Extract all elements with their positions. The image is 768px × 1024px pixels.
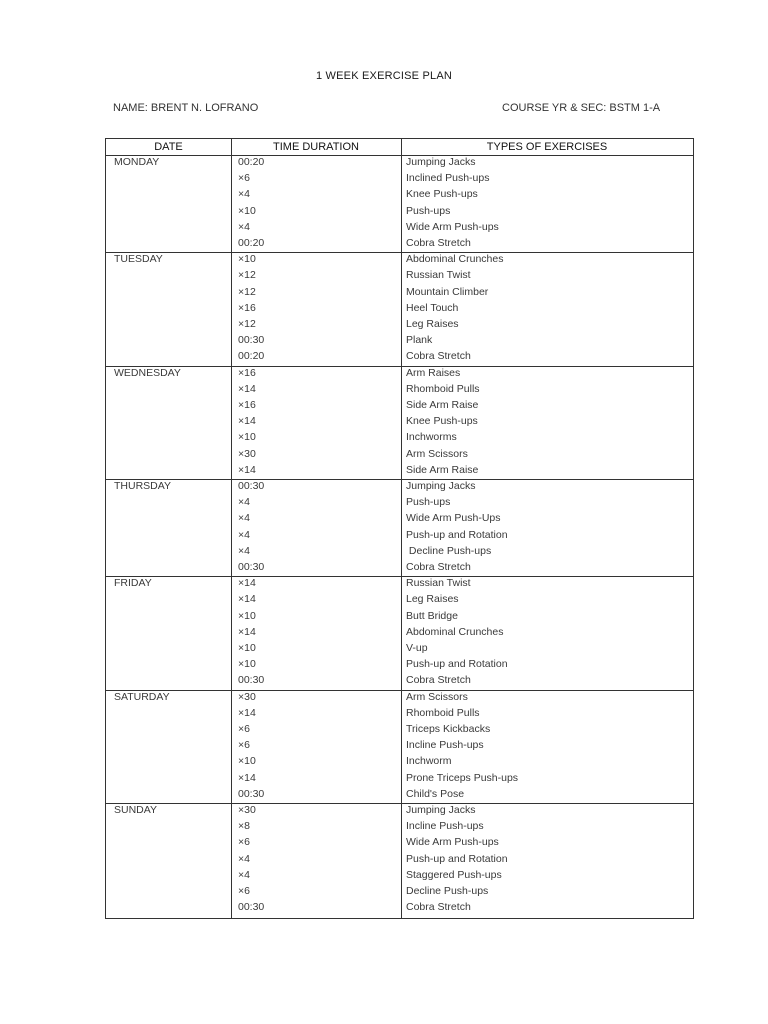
duration-cell: ×12	[238, 269, 256, 282]
duration-cell: ×10	[238, 431, 256, 444]
duration-cell: ×14	[238, 577, 256, 590]
header-time-duration: TIME DURATION	[273, 141, 359, 153]
exercise-cell: Incline Push-ups	[406, 739, 484, 752]
day-label: FRIDAY	[114, 577, 152, 590]
duration-cell: ×10	[238, 609, 256, 622]
duration-cell: 00:30	[238, 334, 265, 347]
day-divider	[106, 479, 693, 480]
day-label: SATURDAY	[114, 690, 170, 703]
duration-cell: ×4	[238, 188, 250, 201]
day-label: SUNDAY	[114, 804, 157, 816]
exercise-cell: Plank	[406, 334, 433, 347]
day-label: THURSDAY	[114, 480, 171, 492]
exercise-cell: Triceps Kickbacks	[406, 723, 491, 735]
exercise-cell: Child's Pose	[406, 787, 465, 800]
duration-cell: ×10	[238, 658, 256, 671]
duration-cell: ×4	[238, 512, 250, 525]
exercise-cell: Incline Push-ups	[406, 820, 484, 833]
exercise-cell: Wide Arm Push-ups	[406, 836, 499, 849]
duration-cell: ×14	[238, 463, 256, 476]
exercise-cell: Abdominal Crunches	[406, 253, 504, 266]
duration-cell: 00:30	[238, 901, 265, 914]
duration-cell: ×6	[238, 836, 250, 849]
exercise-cell: Rhomboid Pulls	[406, 382, 480, 395]
exercise-cell: Arm Scissors	[406, 690, 468, 703]
exercise-cell: Cobra Stretch	[406, 561, 471, 573]
duration-cell: 00:20	[238, 350, 265, 363]
exercise-cell: Cobra Stretch	[406, 901, 471, 914]
column-divider	[401, 139, 402, 918]
duration-cell: ×14	[238, 593, 256, 606]
exercise-cell: Leg Raises	[406, 593, 459, 606]
exercise-cell: Heel Touch	[406, 301, 459, 314]
duration-cell: ×4	[238, 852, 250, 865]
exercise-cell: Abdominal Crunches	[406, 625, 504, 638]
exercise-cell: Side Arm Raise	[406, 463, 479, 476]
duration-cell: ×16	[238, 301, 256, 314]
duration-cell: ×12	[238, 318, 256, 330]
exercise-cell: Push-up and Rotation	[406, 528, 508, 541]
exercise-cell: Inchworm	[406, 755, 452, 768]
exercise-cell: Jumping Jacks	[406, 480, 476, 492]
exercise-cell: V-up	[406, 642, 428, 654]
duration-cell: ×4	[238, 868, 250, 881]
exercise-cell: Push-up and Rotation	[406, 852, 508, 865]
duration-cell: 00:30	[238, 787, 265, 800]
duration-cell: ×12	[238, 285, 256, 298]
day-divider	[106, 803, 693, 804]
exercise-cell: Wide Arm Push-Ups	[406, 512, 501, 525]
exercise-cell: Cobra Stretch	[406, 350, 471, 363]
exercise-cell: Butt Bridge	[406, 609, 458, 622]
duration-cell: ×14	[238, 382, 256, 395]
duration-cell: 00:30	[238, 561, 265, 573]
duration-cell: ×30	[238, 690, 256, 703]
day-label: TUESDAY	[114, 253, 163, 266]
duration-cell: ×16	[238, 399, 256, 411]
duration-cell: ×6	[238, 739, 250, 752]
exercise-cell: Arm Raises	[406, 366, 461, 379]
duration-cell: 00:20	[238, 237, 265, 249]
exercise-cell: Arm Scissors	[406, 447, 468, 460]
exercise-cell: Russian Twist	[406, 269, 471, 282]
exercise-cell: Push-up and Rotation	[406, 658, 508, 671]
day-divider	[106, 576, 693, 577]
header-divider	[106, 155, 693, 156]
exercise-cell: Decline Push-ups	[406, 544, 492, 557]
duration-cell: ×4	[238, 544, 250, 557]
header-types-of-exercises: TYPES OF EXERCISES	[486, 141, 608, 153]
duration-cell: ×14	[238, 706, 256, 719]
duration-cell: ×14	[238, 771, 256, 784]
exercise-cell: Inclined Push-ups	[406, 172, 490, 185]
student-name: NAME: BRENT N. LOFRANO	[113, 102, 259, 114]
day-divider	[106, 690, 693, 691]
exercise-cell: Jumping Jacks	[406, 156, 476, 168]
exercise-cell: Inchworms	[406, 431, 457, 444]
duration-cell: ×6	[238, 723, 250, 735]
exercise-cell: Knee Push-ups	[406, 415, 478, 428]
exercise-cell: Side Arm Raise	[406, 399, 479, 411]
duration-cell: ×10	[238, 755, 256, 768]
exercise-cell: Rhomboid Pulls	[406, 706, 480, 719]
exercise-cell: Wide Arm Push-ups	[406, 220, 499, 233]
duration-cell: ×4	[238, 528, 250, 541]
day-label: MONDAY	[114, 156, 160, 168]
duration-cell: ×14	[238, 625, 256, 638]
exercise-cell: Russian Twist	[406, 577, 471, 590]
duration-cell: ×4	[238, 220, 250, 233]
exercise-cell: Decline Push-ups	[406, 885, 489, 897]
exercise-cell: Push-ups	[406, 496, 451, 509]
duration-cell: ×10	[238, 253, 256, 266]
course-section: COURSE YR & SEC: BSTM 1-A	[502, 102, 661, 114]
column-divider	[231, 139, 232, 918]
exercise-plan-table	[105, 138, 694, 919]
duration-cell: 00:20	[238, 156, 265, 168]
exercise-cell: Prone Triceps Push-ups	[406, 771, 519, 784]
exercise-cell: Leg Raises	[406, 318, 459, 330]
document-title: 1 WEEK EXERCISE PLAN	[315, 70, 453, 82]
duration-cell: ×30	[238, 447, 256, 460]
duration-cell: ×10	[238, 204, 256, 217]
exercise-cell: Push-ups	[406, 204, 451, 217]
duration-cell: 00:30	[238, 480, 265, 492]
day-divider	[106, 366, 693, 367]
duration-cell: ×10	[238, 642, 256, 654]
exercise-cell: Cobra Stretch	[406, 237, 471, 249]
exercise-cell: Cobra Stretch	[406, 674, 471, 687]
duration-cell: ×6	[238, 172, 250, 185]
exercise-cell: Mountain Climber	[406, 285, 489, 298]
exercise-cell: Knee Push-ups	[406, 188, 478, 201]
day-divider	[106, 252, 693, 253]
duration-cell: 00:30	[238, 674, 265, 687]
duration-cell: ×16	[238, 366, 256, 379]
exercise-cell: Jumping Jacks	[406, 804, 476, 816]
duration-cell: ×30	[238, 804, 256, 816]
exercise-cell: Staggered Push-ups	[406, 868, 502, 881]
duration-cell: ×4	[238, 496, 250, 509]
duration-cell: ×14	[238, 415, 256, 428]
header-date: DATE	[154, 141, 183, 153]
duration-cell: ×6	[238, 885, 250, 897]
duration-cell: ×8	[238, 820, 250, 833]
day-label: WEDNESDAY	[114, 366, 181, 379]
